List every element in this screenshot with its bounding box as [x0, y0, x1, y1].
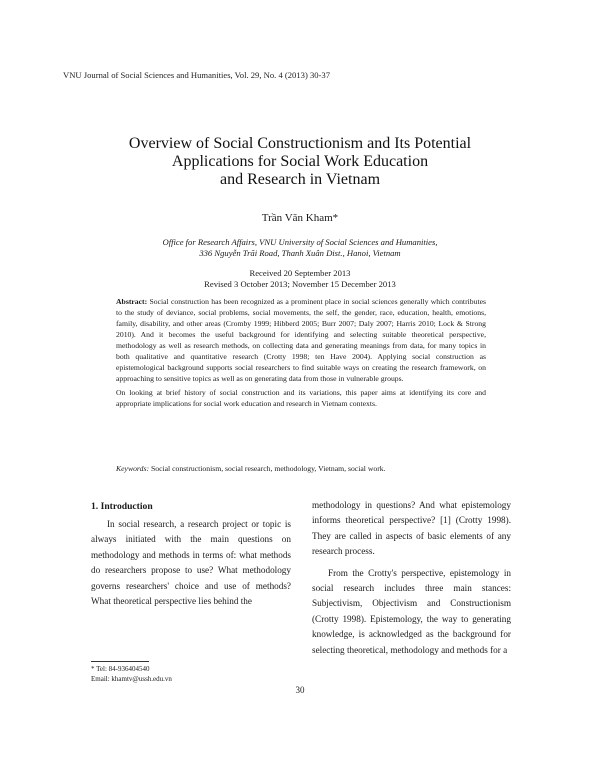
footnote-divider: [91, 661, 149, 662]
abstract-label: Abstract:: [116, 297, 148, 306]
author-name: Trần Văn Kham*: [261, 212, 339, 224]
revised-date: Revised 3 October 2013; November 15 December 2013: [204, 279, 396, 289]
right-column: [312, 498, 511, 658]
received-date: Received 20 September 2013: [249, 268, 351, 278]
abstract: [116, 296, 486, 412]
footnote-tel: * Tel: 84-936404540: [91, 665, 150, 673]
article-title: [60, 135, 540, 189]
left-column: [91, 517, 291, 609]
keywords: [116, 463, 486, 474]
footnote-email: Email: khamtv@ussh.edu.vn: [91, 675, 172, 683]
left-paragraph-1: In social research, a research project or topic is always initiated with the main questions on methodology and methods in terms of: what methods do researchers propose to use? What methodology governs researchers' choice and use of methods? What theoretical perspective lies behind the: [91, 519, 291, 607]
footnote: [91, 664, 172, 684]
abstract-paragraph-1: [116, 296, 486, 384]
abstract-paragraph-2: On looking at brief history of social construction and its variations, this paper aims at identifying its core and appropriate implications for social work education and research in Vietnam contexts.: [116, 388, 486, 408]
right-paragraph-2: From the Crotty's perspective, epistemology in social research includes three main stances: Subjectivism, Objectivism and Constructionism (Crotty 1998). Epistemology, the way to generating knowledge, is acknowledged as the background for selecting theoretical, methodology and methods for a: [312, 567, 511, 655]
page-number: 30: [295, 685, 305, 695]
section-heading-introduction: 1. Introduction: [91, 501, 153, 512]
affiliation-line-2: 336 Nguyễn Trãi Road, Thanh Xuân Dist., Hanoi, Vietnam: [199, 248, 401, 258]
article-dates: [0, 268, 600, 290]
right-paragraph-1: methodology in questions? And what epistemology informs theoretical perspective? [1] (Crotty 1998). They are called in aspects of basic elements of any research process.: [312, 500, 511, 557]
title-line-1: Overview of Social Constructionism and Its Potential: [128, 135, 472, 152]
journal-header: VNU Journal of Social Sciences and Humanities, Vol. 29, No. 4 (2013) 30-37: [63, 70, 331, 80]
title-line-3: and Research in Vietnam: [219, 171, 381, 188]
keywords-text: Social constructionism, social research, methodology, Vietnam, social work.: [149, 464, 386, 473]
title-line-2: Applications for Social Work Education: [171, 153, 429, 170]
abstract-text-1: Social construction has been recognized as a prominent place in social sciences generally which contributes to the study of deviance, social problems, social movements, the self, the gender, race, education, health, emotions, family, disability, and other areas (Cromby 1999; Hibberd 2005; Burr 2007; Daly 2007; Harris 2010; Lock & Strong 2010). And it becomes the useful background for identifying and selecting suitable theoretical perspective, methodology as well as research methods, on collecting data and generating meanings from data, for many topics in both qualitative and quantitative research (Crotty 1998; ten Have 2004). Applying social construction as epistemological background supports social researchers to find suitable ways on creating the research framework, on approaching to sensitive topics as well as on generating data from those in vulnerable groups.: [116, 297, 486, 383]
author-affiliation: [0, 237, 600, 259]
affiliation-line-1: Office for Research Affairs, VNU University of Social Sciences and Humanities,: [162, 237, 438, 247]
keywords-label: Keywords:: [116, 464, 150, 473]
